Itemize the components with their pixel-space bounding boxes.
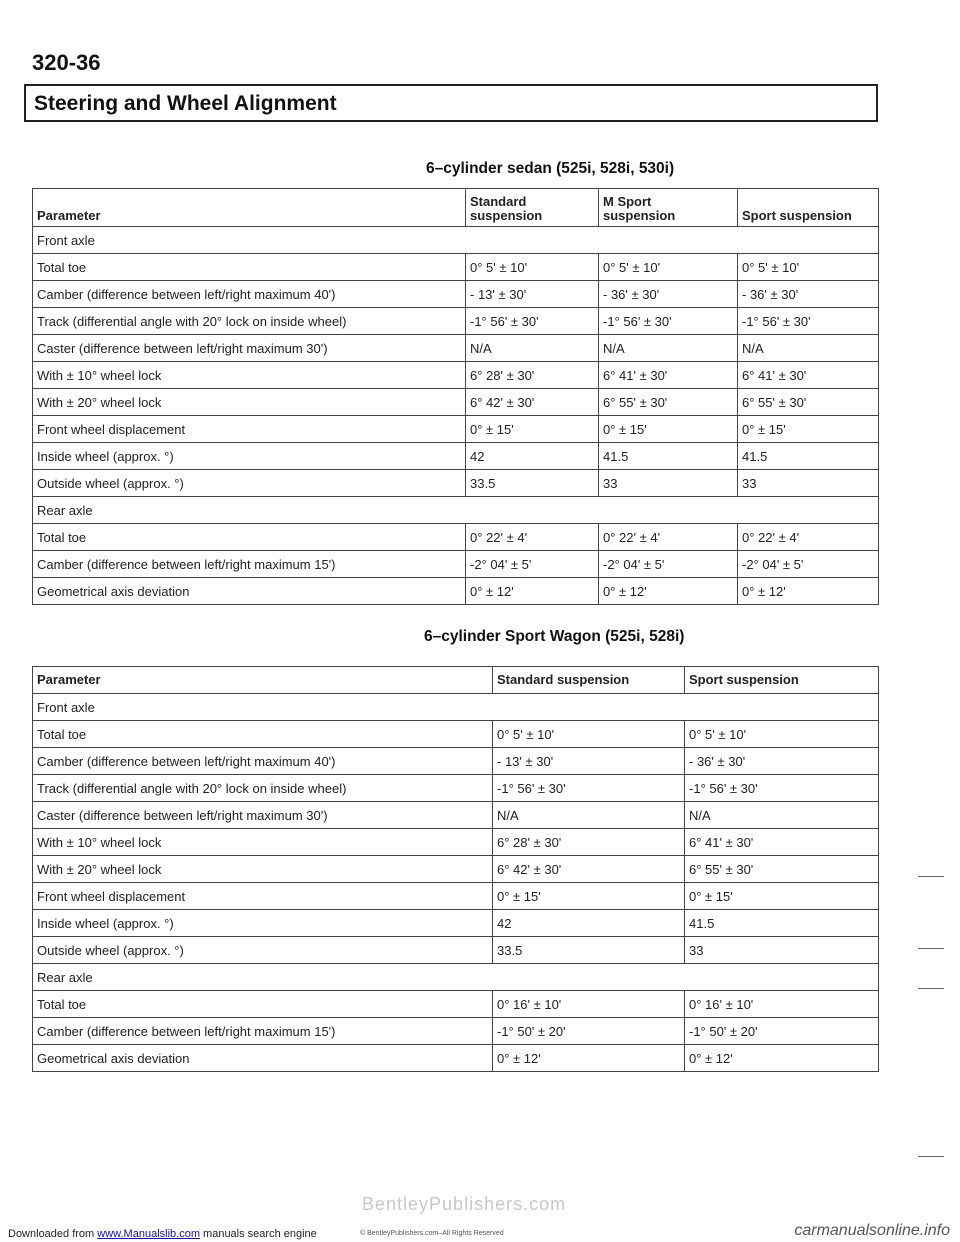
column-header-parameter: Parameter [33,667,493,694]
value-cell: 33.5 [466,470,599,497]
value-cell: N/A [738,335,879,362]
table-row [33,1018,879,1045]
value-cell: 6° 41' ± 30' [685,829,879,856]
table-row [33,470,879,497]
value-cell: 6° 55' ± 30' [685,856,879,883]
parameter-cell: Outside wheel (approx. °) [33,470,466,497]
watermark: BentleyPublishers.com [362,1194,567,1214]
value-cell: 33.5 [493,937,685,964]
table-row [33,991,879,1018]
parameter-cell: Total toe [33,254,466,281]
value-cell: 0° ± 15' [466,416,599,443]
table-row [33,308,879,335]
table-row [33,883,879,910]
value-cell: 0° 5' ± 10' [738,254,879,281]
download-notice [8,1228,317,1240]
value-cell: 6° 55' ± 30' [738,389,879,416]
parameter-cell: Camber (difference between left/right maximum 40') [33,281,466,308]
value-cell: 42 [466,443,599,470]
value-cell: -2° 04' ± 5' [599,551,738,578]
group-label: Front axle [33,694,879,721]
download-prefix: Downloaded from [8,1228,98,1240]
value-cell: 41.5 [738,443,879,470]
parameter-cell: Camber (difference between left/right maximum 15') [33,1018,493,1045]
group-label: Rear axle [33,964,879,991]
column-header-parameter: Parameter [33,189,466,227]
table-row [33,254,879,281]
group-row [33,497,879,524]
table-row [33,443,879,470]
group-row [33,694,879,721]
value-cell: 41.5 [685,910,879,937]
value-cell: 0° 5' ± 10' [466,254,599,281]
table-row [33,335,879,362]
value-cell: 0° 5' ± 10' [599,254,738,281]
value-cell: 33 [599,470,738,497]
group-label: Rear axle [33,497,879,524]
table-row [33,721,879,748]
table-row [33,829,879,856]
value-cell: -1° 56' ± 30' [599,308,738,335]
parameter-cell: Track (differential angle with 20° lock on inside wheel) [33,775,493,802]
parameter-cell: Total toe [33,721,493,748]
value-cell: -1° 50' ± 20' [493,1018,685,1045]
value-cell: -1° 56' ± 30' [493,775,685,802]
manualslib-link[interactable]: www.Manualslib.com [97,1228,200,1240]
table-row [33,362,879,389]
value-cell: 0° ± 15' [599,416,738,443]
value-cell: -2° 04' ± 5' [738,551,879,578]
value-cell: 0° ± 12' [599,578,738,605]
value-cell: 0° ± 12' [685,1045,879,1072]
column-header-sport-suspension: Sport suspension [685,667,879,694]
parameter-cell: With ± 10° wheel lock [33,829,493,856]
value-cell: 6° 42' ± 30' [466,389,599,416]
value-cell: 0° 16' ± 10' [493,991,685,1018]
value-cell: 6° 28' ± 30' [493,829,685,856]
site-watermark: carmanualsonline.info [794,1222,950,1239]
parameter-cell: Total toe [33,991,493,1018]
copyright-notice: © BentleyPublishers.com–All Rights Reserved [360,1230,504,1237]
download-suffix: manuals search engine [199,1228,317,1240]
table-row [33,551,879,578]
value-cell: 0° ± 12' [466,578,599,605]
value-cell: N/A [466,335,599,362]
parameter-cell: With ± 20° wheel lock [33,389,466,416]
table-row [33,775,879,802]
section-title-box [24,84,878,122]
value-cell: -1° 50' ± 20' [685,1018,879,1045]
table-row [33,281,879,308]
value-cell: 0° 5' ± 10' [685,721,879,748]
margin-mark [918,948,944,949]
table-row [33,748,879,775]
parameter-cell: Camber (difference between left/right maximum 15') [33,551,466,578]
parameter-cell: Outside wheel (approx. °) [33,937,493,964]
value-cell: 0° ± 12' [738,578,879,605]
section-title: Steering and Wheel Alignment [34,92,337,115]
margin-mark [918,988,944,989]
value-cell: 6° 55' ± 30' [599,389,738,416]
group-row [33,964,879,991]
margin-mark [918,876,944,877]
table-row [33,802,879,829]
parameter-cell: Front wheel displacement [33,883,493,910]
value-cell: 0° ± 12' [493,1045,685,1072]
column-header-m-sport-suspension: M Sport suspension [599,189,738,227]
table2-heading: 6–cylinder Sport Wagon (525i, 528i) [424,628,685,645]
value-cell: 0° ± 15' [685,883,879,910]
parameter-cell: Geometrical axis deviation [33,578,466,605]
table-row [33,910,879,937]
parameter-cell: With ± 20° wheel lock [33,856,493,883]
value-cell: - 36' ± 30' [599,281,738,308]
value-cell: 6° 41' ± 30' [738,362,879,389]
parameter-cell: Front wheel displacement [33,416,466,443]
value-cell: 6° 28' ± 30' [466,362,599,389]
value-cell: 0° 16' ± 10' [685,991,879,1018]
value-cell: 33 [738,470,879,497]
value-cell: -1° 56' ± 30' [685,775,879,802]
value-cell: 0° ± 15' [738,416,879,443]
value-cell: 6° 41' ± 30' [599,362,738,389]
value-cell: 0° ± 15' [493,883,685,910]
value-cell: N/A [493,802,685,829]
parameter-cell: Inside wheel (approx. °) [33,443,466,470]
parameter-cell: Caster (difference between left/right maximum 30') [33,802,493,829]
table1-heading: 6–cylinder sedan (525i, 528i, 530i) [426,160,675,177]
table-row [33,1045,879,1072]
table-row [33,416,879,443]
parameter-cell: Camber (difference between left/right maximum 40') [33,748,493,775]
value-cell: 42 [493,910,685,937]
value-cell: 0° 22' ± 4' [466,524,599,551]
group-label: Front axle [33,227,879,254]
value-cell: N/A [685,802,879,829]
table-row [33,937,879,964]
parameter-cell: Total toe [33,524,466,551]
value-cell: -2° 04' ± 5' [466,551,599,578]
column-header-standard-suspension: Standard suspension [466,189,599,227]
table-row [33,578,879,605]
value-cell: 0° 22' ± 4' [738,524,879,551]
parameter-cell: With ± 10° wheel lock [33,362,466,389]
value-cell: 33 [685,937,879,964]
table-row [33,389,879,416]
table-row [33,524,879,551]
value-cell: - 36' ± 30' [685,748,879,775]
value-cell: 0° 22' ± 4' [599,524,738,551]
sedan-alignment-table [32,188,879,605]
group-row [33,227,879,254]
column-header-sport-suspension: Sport suspension [738,189,879,227]
value-cell: - 36' ± 30' [738,281,879,308]
table-row [33,856,879,883]
page-number: 320-36 [32,50,101,75]
value-cell: N/A [599,335,738,362]
parameter-cell: Caster (difference between left/right maximum 30') [33,335,466,362]
parameter-cell: Geometrical axis deviation [33,1045,493,1072]
value-cell: - 13' ± 30' [466,281,599,308]
value-cell: 0° 5' ± 10' [493,721,685,748]
column-header-standard-suspension: Standard suspension [493,667,685,694]
value-cell: 6° 42' ± 30' [493,856,685,883]
parameter-cell: Track (differential angle with 20° lock on inside wheel) [33,308,466,335]
value-cell: -1° 56' ± 30' [738,308,879,335]
value-cell: 41.5 [599,443,738,470]
value-cell: - 13' ± 30' [493,748,685,775]
value-cell: -1° 56' ± 30' [466,308,599,335]
parameter-cell: Inside wheel (approx. °) [33,910,493,937]
wagon-alignment-table [32,666,879,1072]
margin-mark [918,1156,944,1157]
